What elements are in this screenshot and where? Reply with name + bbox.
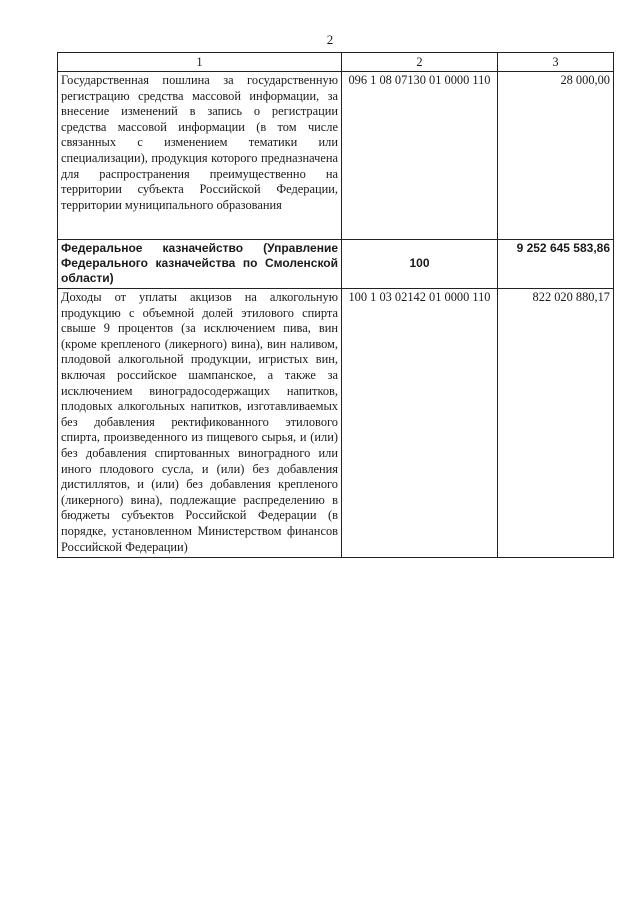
- row-amount: 822 020 880,17: [498, 289, 614, 558]
- row-code: 100 1 03 02142 01 0000 110: [342, 289, 498, 558]
- row-amount: 28 000,00: [498, 72, 614, 240]
- row-code: 096 1 08 07130 01 0000 110: [342, 72, 498, 240]
- row-description: Государственная пошлина за государственную регистрацию средства массовой информации, за внесение изменений в запись о регистрации средства массовой информации (в том числе связанных с изменением тематики или специализации), продукция которого предназначена для распространения преимущественно на территории субъекта Российской Федерации, территории муниципального образования: [58, 72, 342, 240]
- row-amount: 9 252 645 583,86: [498, 240, 614, 289]
- table-row: [58, 72, 614, 240]
- revenue-table: [57, 52, 614, 558]
- page-number: 2: [326, 32, 334, 47]
- row-code: 100: [342, 240, 498, 289]
- table-header-row: [58, 53, 614, 72]
- row-description: Доходы от уплаты акцизов на алкогольную продукцию с объемной долей этилового спирта свыше 9 процентов (за исключением пива, вин (кроме крепленого (ликерного) вина), вин наливом, плодовой алкогольной продукции, игристых вин, включая российское шампанское, а также за исключением виноградосодержащих напитков, плодовых алкогольных напитков, изготавливаемых без добавления ректификованного этилового спирта, произведенного из пищевого сырья, и (или) без добавления спиртованных виноградного или иного плодового сусла, и (или) без добавления дистиллятов, и (или) без добавления крепленого (ликерного) вина), подлежащие распределению в бюджеты субъектов Российской Федерации (в порядке, установленном Министерством финансов Российской Федерации): [58, 289, 342, 558]
- column-header-3: 3: [498, 53, 614, 72]
- column-header-2: 2: [342, 53, 498, 72]
- table-row: [58, 289, 614, 558]
- column-header-1: 1: [58, 53, 342, 72]
- row-description: Федеральное казначейство (Управление Федерального казначейства по Смоленской области): [58, 240, 342, 289]
- table-row: [58, 240, 614, 289]
